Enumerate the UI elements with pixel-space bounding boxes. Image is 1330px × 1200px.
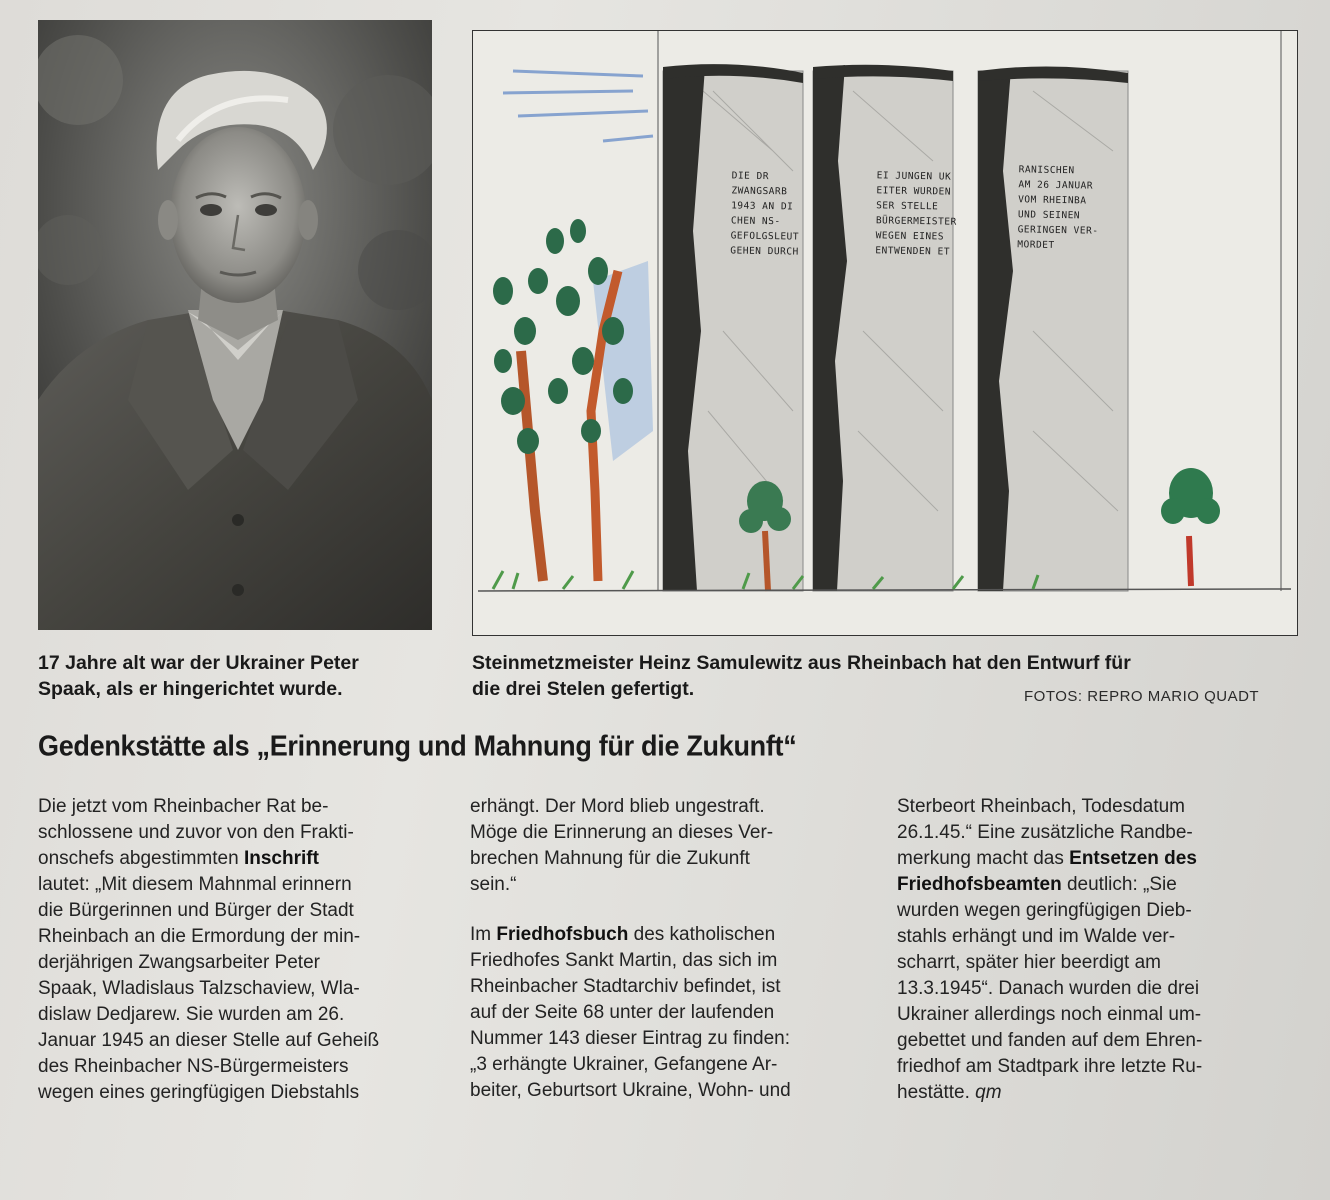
article-column-3: Sterbeort Rheinbach, Todesdatum 26.1.45.“ Eine zusätzliche Randbe- merkung macht das Entsetzen des Friedhofsbeamten deutlich: „Sie wurden wegen geringfügigen Dieb- stahls erhängt und im Walde ver- scharrt, später hier beerdigt am 13.3.1945“. Danach wurden die drei Ukrainer allerdings noch einmal um- gebettet und fanden auf dem Ehren- friedhof am Stadtpark ihre letzte Ru- hestätte. qm (897, 796, 1203, 1103)
article-column-1: Die jetzt vom Rheinbacher Rat be- schlossene und zuvor von den Frakti- onschefs abgestimmten Inschrift lautet: „Mit diesem Mahnmal erinnern die Bürgerinnen und Bürger der Stadt Rheinbach an die Ermordung der min- derjährigen Zwangsarbeiter Peter Spaak, Wladislaus Talzschaview, Wla- dislaw Dedjarew. Sie wurden am 26. Januar 1945 an dieser Stelle auf Geheiß des Rheinbacher NS-Bürgermeisters wegen eines geringfügigen Diebstahls (38, 796, 380, 1103)
friedhofsbeamten-keyword: Friedhofsbeamten (897, 874, 1062, 895)
stele-2-inscription: EI JUNGEN UK EITER WURDEN SER STELLE BÜRGERMEISTER WEGEN EINES ENTWENDEN ET (875, 170, 957, 258)
author-initials: qm (975, 1082, 1002, 1103)
inschrift-keyword: Inschrift (243, 848, 319, 869)
article-headline: Gedenkstätte als „Erinnerung und Mahnung für die Zukunft“ (38, 730, 797, 762)
stele-3-inscription: RANISCHEN AM 26 JANUAR VOM RHEINBA UND SEINEN GERINGEN VER- MORDET (1017, 164, 1099, 251)
portrait-illustration (38, 20, 432, 630)
sketch-caption: Steinmetzmeister Heinz Samulewitz aus Rheinbach hat den Entwurf für die drei Stelen gefertigt. (472, 652, 1131, 700)
stelae-sketch (472, 30, 1298, 636)
entsetzen-keyword: Entsetzen des (1069, 848, 1197, 869)
friedhofsbuch-keyword: Friedhofsbuch (496, 924, 629, 945)
article-column-2: erhängt. Der Mord blieb ungestraft. Möge die Erinnerung an dieses Ver- brechen Mahnung für die Zukunft sein.“ Im Friedhofsbuch des katholischen Friedhofes Sankt Martin, das sich im Rheinbacher Stadtarchiv befindet, ist auf der Seite 68 unter der laufenden Nummer 143 dieser Eintrag zu finden: „3 erhängte Ukrainer, Gefangene Ar- beiter, Geburtsort Ukraine, Wohn- und (470, 796, 791, 1101)
photo-credit: FOTOS: REPRO MARIO QUADT (1024, 688, 1260, 705)
portrait-photo (38, 20, 432, 630)
stelae-illustration (473, 31, 1296, 634)
photo-caption: 17 Jahre alt war der Ukrainer Peter Spaak, als er hingerichtet wurde. (38, 652, 359, 700)
stele-1-inscription: DIE DR ZWANGSARB 1943 AN DI CHEN NS- GEFOLGSLEUT GEHEN DURCH (730, 170, 800, 258)
